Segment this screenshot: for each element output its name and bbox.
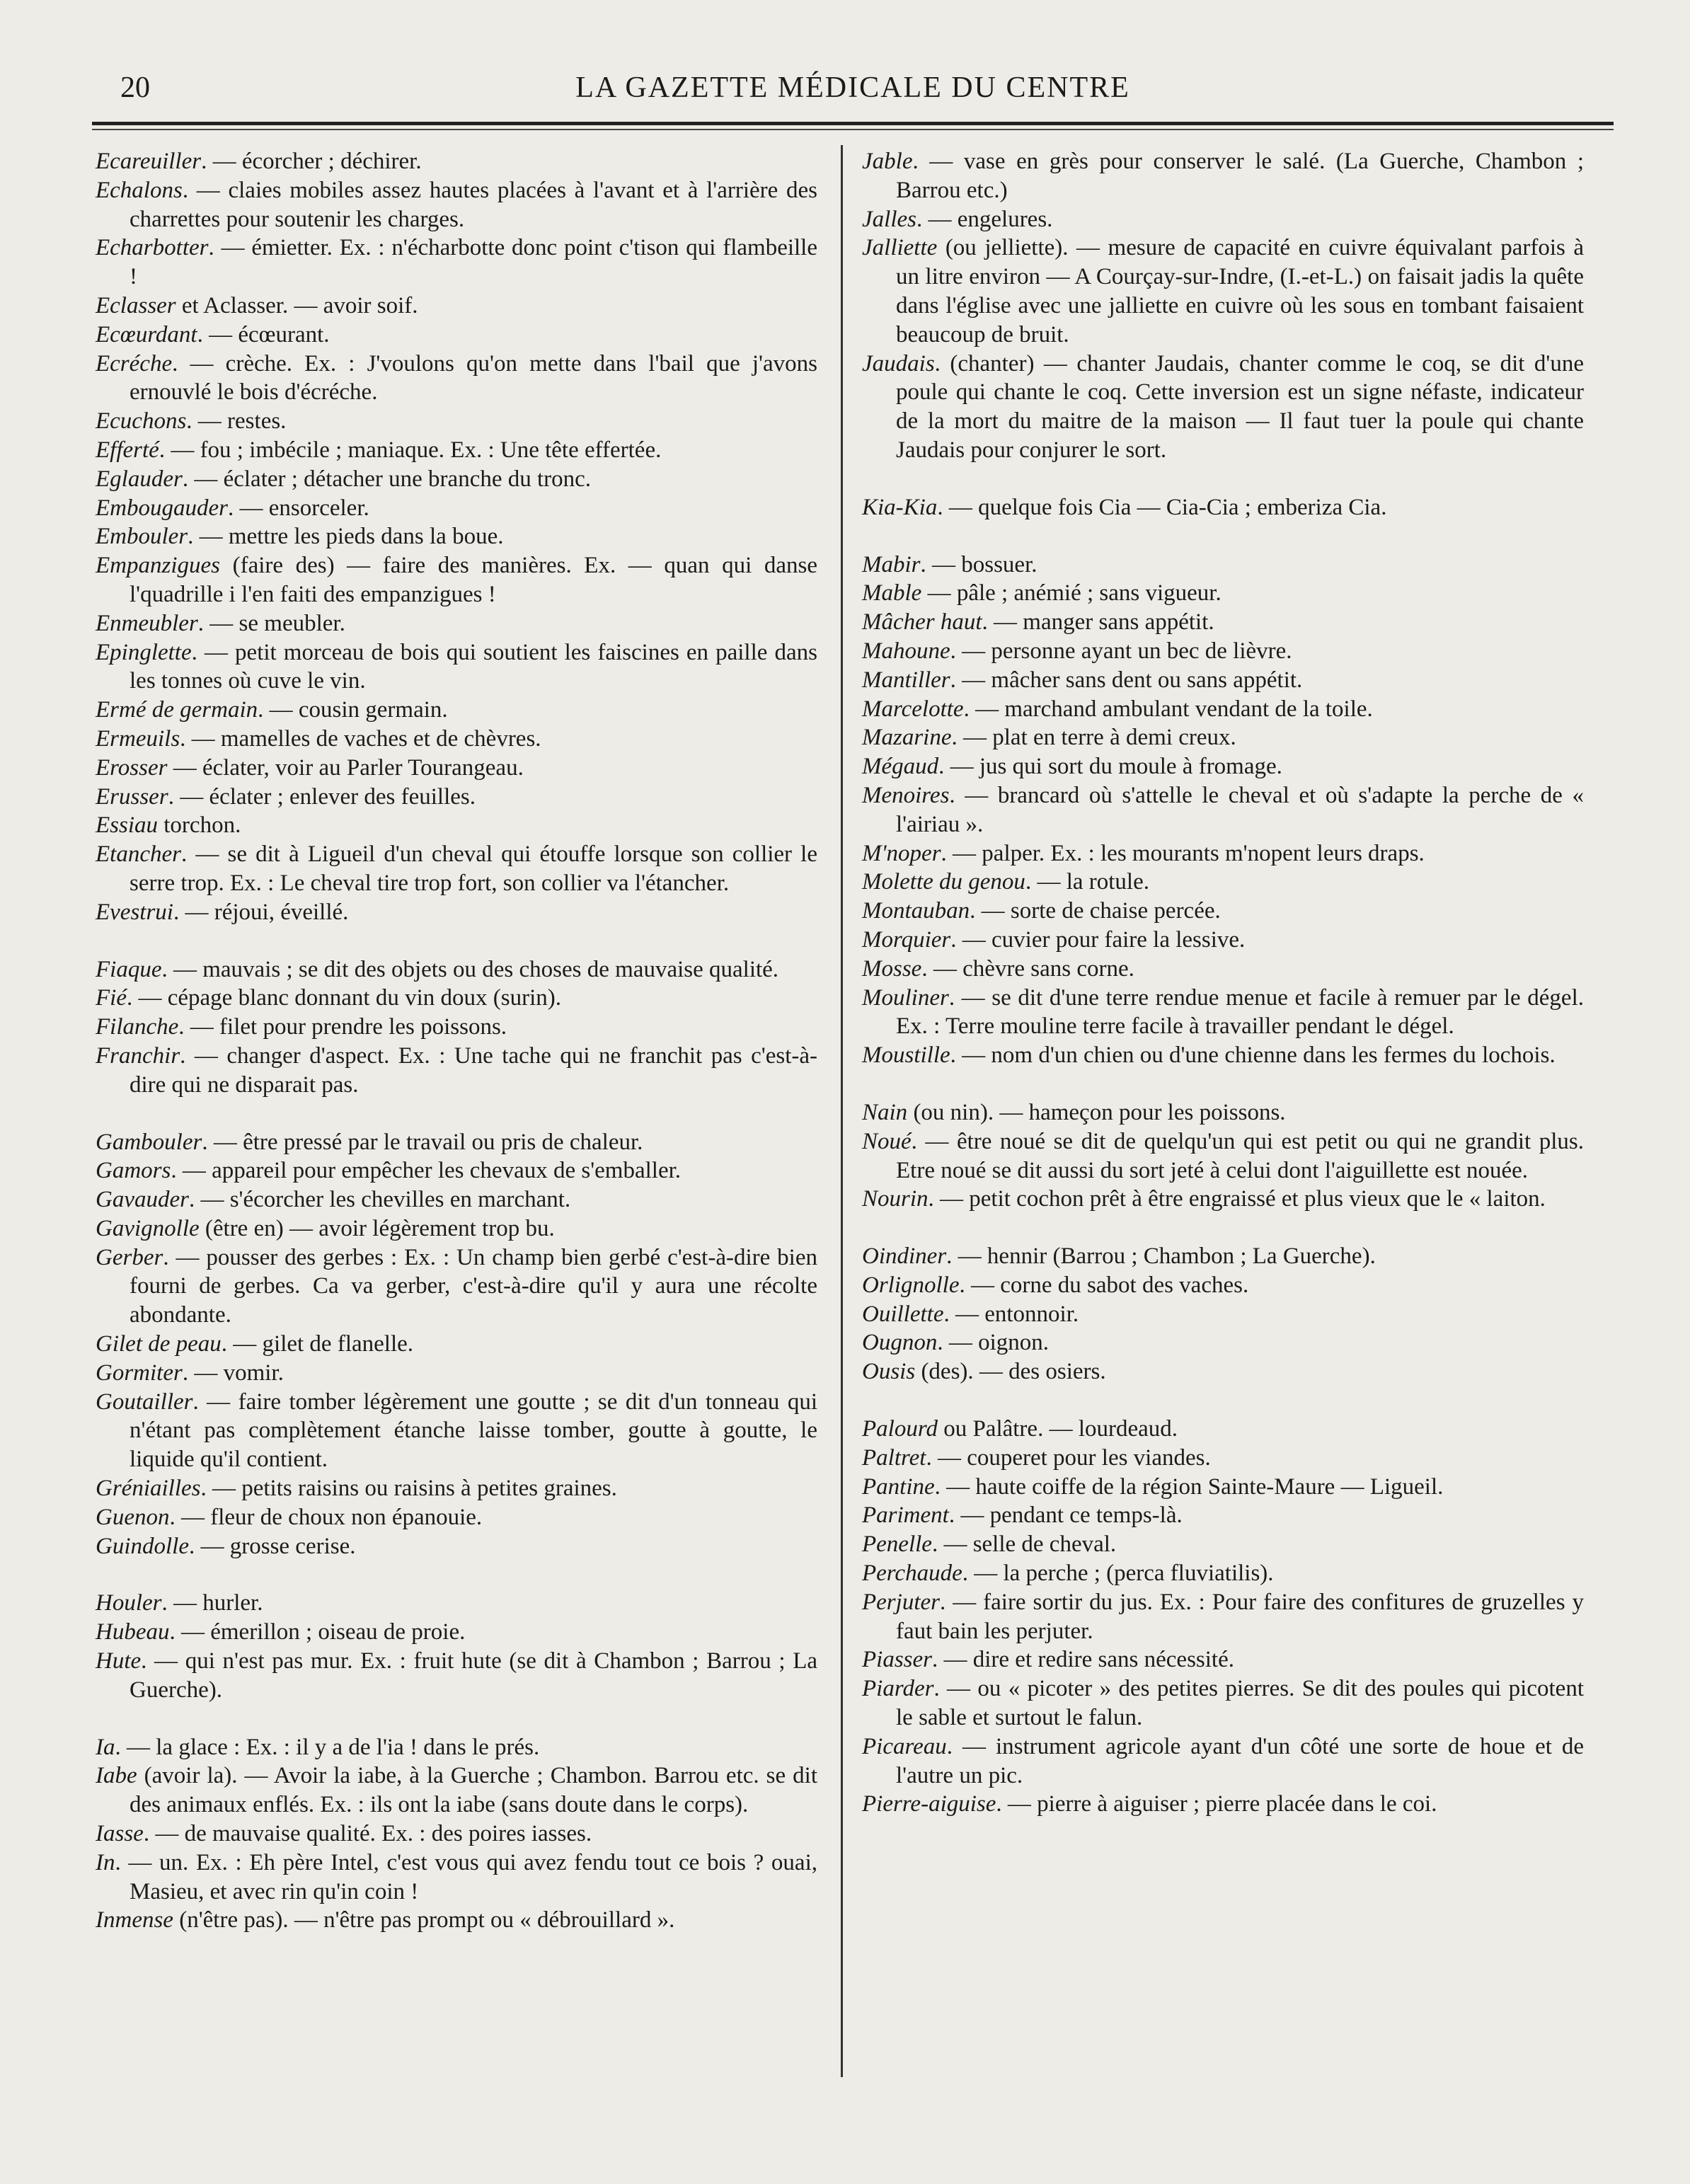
entry-term: Mahoune <box>862 638 950 664</box>
dictionary-entry <box>862 1732 1584 1791</box>
entry-term: Erusser <box>96 783 168 810</box>
dictionary-entry <box>96 696 817 725</box>
header-rule-thin <box>92 129 1614 130</box>
entry-term: Mouliner <box>862 984 949 1011</box>
dictionary-entry <box>96 1618 817 1647</box>
entry-definition: . — personne ayant un bec de lièvre. <box>950 638 1292 664</box>
dictionary-entry <box>96 1647 817 1705</box>
entry-term: Echalons <box>96 177 183 203</box>
entry-term: Pierre-aiguise <box>862 1791 996 1817</box>
dictionary-entry <box>862 752 1584 781</box>
entry-term: Ousis <box>862 1359 916 1385</box>
dictionary-entry <box>862 493 1584 522</box>
entry-definition: . — un. Ex. : Eh père Intel, c'est vous qui avez fendu tout ce bois ? ouai, Masieu, et avec rin qu'in coin ! <box>115 1849 817 1904</box>
entry-definition: . — écœurant. <box>197 321 330 347</box>
entry-definition: . — s'écorcher les chevilles en marchant. <box>188 1187 571 1213</box>
entry-term: Evestrui <box>96 899 173 925</box>
entry-definition: . — écorcher ; déchirer. <box>201 149 422 174</box>
entry-term: Mantiller <box>862 667 950 693</box>
entry-term: Morquier <box>862 926 951 953</box>
entry-definition: . — restes. <box>186 408 287 435</box>
dictionary-entry <box>862 147 1584 205</box>
entry-term: Gréniailles <box>96 1476 201 1502</box>
entry-term: Gavauder <box>96 1187 189 1213</box>
dictionary-entry <box>862 1185 1584 1214</box>
entry-definition: . — réjoui, éveillé. <box>173 899 349 925</box>
entry-definition: . — corne du sabot des vaches. <box>959 1272 1249 1298</box>
entry-definition: et Aclasser. — avoir soif. <box>176 292 418 318</box>
entry-term: Moustille <box>862 1042 950 1069</box>
section-gap <box>96 927 817 955</box>
entry-term: Oindiner <box>862 1243 947 1270</box>
dictionary-entry <box>862 1098 1584 1127</box>
entry-definition: . — cousin germain. <box>258 697 448 723</box>
page-header <box>99 71 1606 113</box>
entry-definition: . — ensorceler. <box>227 495 369 521</box>
entry-term: Eclasser <box>96 292 176 318</box>
entry-definition: . — marchand ambulant vendant de la toile. <box>963 696 1373 722</box>
dictionary-entry <box>862 666 1584 695</box>
dictionary-entry <box>96 984 817 1013</box>
dictionary-entry <box>96 1532 817 1561</box>
entry-definition: . — hennir (Barrou ; Chambon ; La Guerche). <box>946 1243 1376 1270</box>
dictionary-entry <box>862 1300 1584 1329</box>
entry-definition: . — manger sans appétit. <box>982 609 1214 636</box>
entry-definition: . — plat en terre à demi creux. <box>951 725 1236 751</box>
entry-definition: (faire des) — faire des manières. Ex. — quan qui danse l'quadrille i l'en faiti des empanzigues ! <box>130 553 817 607</box>
dictionary-entry <box>96 1330 817 1359</box>
entry-definition: . — oignon. <box>937 1330 1050 1356</box>
dictionary-entry <box>862 1674 1584 1732</box>
entry-term: Ermé de germain <box>96 697 258 723</box>
dictionary-entry <box>96 234 817 292</box>
dictionary-entry <box>862 868 1584 897</box>
entry-term: Filanche <box>96 1014 179 1040</box>
dictionary-entry <box>862 723 1584 752</box>
entry-term: Erosser <box>96 754 168 781</box>
dictionary-entry <box>96 1589 817 1618</box>
entry-term: Mâcher haut <box>862 609 982 636</box>
entry-term: Mégaud <box>862 754 939 780</box>
entry-definition: . — mamelles de vaches et de chèvres. <box>180 725 541 752</box>
entry-definition: (ou jelliette). — mesure de capacité en cuivre équivalant parfois à un litre environ — A Courçay-sur-Indre, (I.-et-L.) on faisait jadis la quête dans l'église avec une jalliette en cuivre où les sous en tombant faisaient beaucoup de bruit. <box>896 235 1584 347</box>
entry-term: Ecareuiller <box>96 149 202 174</box>
entry-definition: (n'être pas). — n'être pas prompt ou « débrouillard ». <box>173 1907 675 1933</box>
left-column <box>96 147 817 1935</box>
header-rule-thick <box>92 122 1614 125</box>
entry-definition: . — quelque fois Cia — Cia-Cia ; emberiza Cia. <box>937 494 1387 520</box>
dictionary-entry <box>96 1243 817 1330</box>
entry-definition: ou Palâtre. — lourdeaud. <box>937 1416 1178 1442</box>
entry-definition: . — éclater ; détacher une branche du tronc. <box>182 466 592 492</box>
entry-term: Gilet de peau <box>96 1331 222 1357</box>
entry-term: Penelle <box>862 1531 932 1558</box>
entry-term: Perjuter <box>862 1589 940 1615</box>
entry-definition: . — grosse cerise. <box>188 1533 356 1559</box>
dictionary-entry <box>96 350 817 408</box>
entry-term: Epinglette <box>96 639 192 665</box>
dictionary-entry <box>96 1013 817 1042</box>
entry-definition: . — se meubler. <box>197 610 345 636</box>
entry-definition: . — petit cochon prêt à être engraissé et plus vieux que le « laiton. <box>928 1186 1546 1212</box>
entry-definition: . — pousser des gerbes : Ex. : Un champ bien gerbé c'est-à-dire bien fourni de gerbes. Ca va gerber, c'est-à-dire qu'il y aura une récolte abondante. <box>130 1244 817 1328</box>
entry-definition: . — hurler. <box>161 1590 263 1616</box>
dictionary-entry <box>862 1444 1584 1473</box>
entry-term: Ecœurdant <box>96 321 197 347</box>
section-gap <box>862 1386 1584 1415</box>
entry-term: Palourd <box>862 1416 938 1442</box>
entry-definition: . — fou ; imbécile ; maniaque. Ex. : Une tête effertée. <box>159 437 662 463</box>
entry-term: Ecuchons <box>96 408 187 435</box>
entry-term: Fiaque <box>96 956 162 982</box>
dictionary-entry <box>862 926 1584 955</box>
entry-term: Ermeuils <box>96 725 180 752</box>
dictionary-entry <box>96 725 817 754</box>
section-gap <box>862 1214 1584 1242</box>
dictionary-entry <box>96 811 817 840</box>
entry-term: Houler <box>96 1590 162 1616</box>
entry-term: Ecréche <box>96 350 173 377</box>
entry-definition: . — la perche ; (perca fluviatilis). <box>962 1561 1274 1587</box>
dictionary-entry <box>862 637 1584 666</box>
entry-term: Gormiter <box>96 1360 183 1386</box>
entry-definition: . — palper. Ex. : les mourants m'nopent leurs draps. <box>941 840 1425 866</box>
dictionary-entry <box>96 1733 817 1762</box>
dictionary-entry <box>96 465 817 494</box>
dictionary-entry <box>862 984 1584 1042</box>
entry-definition: (des). — des osiers. <box>915 1359 1106 1385</box>
dictionary-entry <box>96 1849 817 1907</box>
dictionary-entry <box>96 436 817 465</box>
entry-definition: . — mâcher sans dent ou sans appétit. <box>950 667 1303 693</box>
dictionary-entry <box>96 1820 817 1849</box>
dictionary-entry <box>96 1906 817 1935</box>
dictionary-entry <box>96 176 817 234</box>
entry-term: Nourin <box>862 1186 929 1212</box>
dictionary-entry <box>862 1530 1584 1559</box>
dictionary-entry <box>862 1588 1584 1646</box>
entry-term: Inmense <box>96 1907 173 1933</box>
dictionary-entry <box>862 1790 1584 1819</box>
entry-definition: . — émietter. Ex. : n'écharbotte donc point c'tison qui flambeille ! <box>130 235 817 290</box>
entry-term: Pantine <box>862 1473 935 1500</box>
entry-definition: . — se dit d'une terre rendue menue et facile à remuer par le dégel. Ex. : Terre mouline terre facile à travailler pendant le dégel. <box>896 984 1584 1040</box>
entry-definition: . — pendant ce temps-là. <box>948 1502 1183 1529</box>
dictionary-entry <box>862 1271 1584 1300</box>
entry-term: Goutailler <box>96 1389 193 1415</box>
entry-term: Mazarine <box>862 725 952 751</box>
entry-term: Piasser <box>862 1647 932 1673</box>
dictionary-entry <box>862 350 1584 465</box>
column-divider <box>841 145 843 2077</box>
entry-definition: . — engelures. <box>916 206 1053 232</box>
entry-definition: . — chèvre sans corne. <box>921 955 1134 982</box>
entry-definition: . — cuvier pour faire la lessive. <box>950 926 1246 953</box>
entry-definition: . — changer d'aspect. Ex. : Une tache qui ne franchit pas c'est-à-dire qui ne disparait pas. <box>130 1042 817 1098</box>
entry-definition: . — vomir. <box>182 1360 284 1386</box>
entry-definition: . — instrument agricole ayant d'un côté une sorte de houe et de l'autre un pic. <box>896 1733 1584 1788</box>
dictionary-entry <box>96 1156 817 1185</box>
entry-definition: . — faire tomber légèrement une goutte ; se dit d'un tonneau qui n'étant pas complètement étanche laisse tomber, goutte à goutte, le liquide qu'il contient. <box>130 1389 817 1473</box>
entry-definition: . — la rotule. <box>1025 869 1149 895</box>
dictionary-entry <box>96 494 817 523</box>
dictionary-entry <box>96 1214 817 1243</box>
entry-definition: . — couperet pour les viandes. <box>926 1444 1211 1471</box>
dictionary-entry <box>862 1645 1584 1674</box>
entry-definition: . — vase en grès pour conserver le salé. (La Guerche, Chambon ; Barrou etc.) <box>896 149 1584 203</box>
section-gap <box>862 465 1584 493</box>
entry-term: Mabir <box>862 551 921 577</box>
entry-definition: . — filet pour prendre les poissons. <box>178 1014 507 1040</box>
entry-term: Echarbotter <box>96 235 209 261</box>
entry-definition: . — être pressé par le travail ou pris de chaleur. <box>202 1129 643 1155</box>
dictionary-entry <box>96 1042 817 1100</box>
dictionary-entry <box>96 1474 817 1503</box>
entry-definition: (ou nin). — hameçon pour les poissons. <box>907 1099 1286 1125</box>
entry-term: Guindolle <box>96 1533 189 1559</box>
dictionary-entry <box>96 783 817 812</box>
dictionary-entry <box>862 579 1584 608</box>
entry-definition: torchon. <box>158 812 241 839</box>
entry-term: Empanzigues <box>96 553 220 579</box>
entry-definition: . — jus qui sort du moule à fromage. <box>938 754 1282 780</box>
dictionary-entry <box>862 551 1584 580</box>
section-gap <box>96 1100 817 1128</box>
entry-term: Menoires <box>862 782 950 808</box>
entry-definition: . — petits raisins ou raisins à petites graines. <box>200 1476 617 1502</box>
entry-definition: . (chanter) — chanter Jaudais, chanter comme le coq, se dit d'une poule qui chante le coq. Cette inversion est un signe néfaste, indicateur de la mort du maitre de la maison — Il faut tuer la poule qui chante Jaudais pour conjurer le sort. <box>896 350 1584 463</box>
entry-term: Hubeau <box>96 1619 170 1645</box>
entry-definition: . — se dit à Ligueil d'un cheval qui étouffe lorsque son collier le serre trop. Ex. : Le cheval tire trop fort, son collier va l'étancher. <box>130 841 817 896</box>
entry-term: Perchaude <box>862 1561 962 1587</box>
dictionary-entry <box>96 1185 817 1214</box>
entry-definition: . — petit morceau de bois qui soutient les faiscines en paille dans les tonnes où cuve le vin. <box>130 639 817 694</box>
dictionary-entry <box>862 695 1584 724</box>
dictionary-entry <box>96 898 817 927</box>
dictionary-entry <box>862 1473 1584 1502</box>
entry-term: Iasse <box>96 1821 144 1847</box>
entry-definition: . — sorte de chaise percée. <box>970 898 1221 924</box>
dictionary-entry <box>862 1242 1584 1271</box>
dictionary-entry <box>96 147 817 176</box>
dictionary-entry <box>862 781 1584 839</box>
entry-term: Gavignolle <box>96 1215 200 1241</box>
entry-term: Marcelotte <box>862 696 964 722</box>
entry-term: Essiau <box>96 812 159 839</box>
entry-definition: . — mauvais ; se dit des objets ou des choses de mauvaise qualité. <box>161 956 779 982</box>
entry-term: Jalles <box>862 206 916 232</box>
entry-term: In <box>96 1849 115 1875</box>
entry-term: Gamors <box>96 1158 171 1184</box>
entry-term: Embougauder <box>96 495 228 521</box>
entry-definition: . — émerillon ; oiseau de proie. <box>169 1619 466 1645</box>
dictionary-entry <box>96 638 817 696</box>
dictionary-entry <box>96 522 817 551</box>
entry-term: Montauban <box>862 898 970 924</box>
dictionary-entry <box>96 321 817 350</box>
entry-term: Gerber <box>96 1244 163 1270</box>
entry-term: Paltret <box>862 1444 926 1471</box>
entry-term: Ia <box>96 1734 115 1760</box>
entry-definition: . — cépage blanc donnant du vin doux (surin). <box>126 985 561 1011</box>
dictionary-entry <box>862 897 1584 926</box>
entry-definition: . — qui n'est pas mur. Ex. : fruit hute (se dit à Chambon ; Barrou ; La Guerche). <box>130 1648 817 1703</box>
dictionary-entry <box>862 1501 1584 1530</box>
dictionary-entry <box>862 1357 1584 1386</box>
entry-term: Efferté <box>96 437 159 463</box>
dictionary-entry <box>96 840 817 898</box>
entry-definition: . — appareil pour empêcher les chevaux de s'emballer. <box>171 1158 682 1184</box>
entry-definition: (avoir la). — Avoir la iabe, à la Guerche ; Chambon. Barrou etc. se dit des animaux enflés. Ex. : ils ont la iabe (sans doute dans le corps). <box>130 1763 817 1818</box>
entry-definition: . — faire sortir du jus. Ex. : Pour faire des confitures de gruzelles y faut bain les perjuter. <box>896 1589 1584 1644</box>
dictionary-entry <box>862 608 1584 637</box>
entry-definition: . — être noué se dit de quelqu'un qui est petit ou qui ne grandit plus. Etre noué se dit aussi du sort jeté à celui dont l'aiguillette est nouée. <box>896 1128 1584 1183</box>
dictionary-entry <box>96 1761 817 1820</box>
page-number: 20 <box>120 71 150 104</box>
entry-term: Mosse <box>862 955 922 982</box>
entry-definition: . — selle de cheval. <box>931 1531 1117 1558</box>
entry-term: Eglauder <box>96 466 183 492</box>
entry-definition: . — éclater ; enlever des feuilles. <box>168 783 476 810</box>
entry-definition: . — claies mobiles assez hautes placées à l'avant et à l'arrière des charrettes pour soutenir les charges. <box>130 177 817 232</box>
section-gap <box>862 1070 1584 1098</box>
entry-term: Jalliette <box>862 235 938 261</box>
entry-definition: . — nom d'un chien ou d'une chienne dans les fermes du lochois. <box>950 1042 1556 1069</box>
entry-term: Jable <box>862 149 913 174</box>
entry-definition: . — brancard où s'attelle le cheval et où s'adapte la perche de « l'airiau ». <box>896 782 1584 837</box>
entry-definition: . — mettre les pieds dans la boue. <box>188 524 504 550</box>
section-gap <box>862 522 1584 551</box>
entry-term: Ougnon <box>862 1330 938 1356</box>
section-gap <box>96 1705 817 1733</box>
dictionary-entry <box>96 609 817 638</box>
entry-term: Embouler <box>96 524 188 550</box>
entry-term: Hute <box>96 1648 142 1674</box>
entry-term: Etancher <box>96 841 181 868</box>
dictionary-entry <box>862 955 1584 984</box>
entry-term: Ouillette <box>862 1301 944 1327</box>
entry-term: Gambouler <box>96 1129 202 1155</box>
entry-term: Kia-Kia <box>862 494 938 520</box>
dictionary-entry <box>96 292 817 321</box>
section-gap <box>96 1561 817 1589</box>
entry-definition: — pâle ; anémié ; sans vigueur. <box>921 580 1221 607</box>
entry-term: Jaudais <box>862 350 935 377</box>
right-column <box>862 147 1584 1819</box>
running-title: LA GAZETTE MÉDICALE DU CENTRE <box>575 71 1130 104</box>
entry-definition: . — entonnoir. <box>943 1301 1079 1327</box>
dictionary-entry <box>96 1359 817 1388</box>
dictionary-entry <box>96 1128 817 1157</box>
entry-term: Molette du genou <box>862 869 1025 895</box>
entry-term: Guenon <box>96 1504 170 1530</box>
dictionary-entry <box>862 1415 1584 1444</box>
dictionary-entry <box>96 551 817 609</box>
entry-term: Iabe <box>96 1763 137 1789</box>
dictionary-entry <box>862 1328 1584 1357</box>
entry-term: Noué <box>862 1128 912 1154</box>
entry-definition: (être en) — avoir légèrement trop bu. <box>199 1215 555 1241</box>
entry-definition: — éclater, voir au Parler Tourangeau. <box>167 754 524 781</box>
dictionary-entry <box>96 754 817 783</box>
entry-definition: . — haute coiffe de la région Sainte-Maure — Ligueil. <box>934 1473 1444 1500</box>
dictionary-entry <box>862 1559 1584 1588</box>
entry-term: Franchir <box>96 1042 180 1069</box>
entry-term: Nain <box>862 1099 908 1125</box>
entry-definition: . — gilet de flanelle. <box>221 1331 414 1357</box>
entry-term: Picareau <box>862 1733 947 1759</box>
entry-definition: . — dire et redire sans nécessité. <box>932 1647 1235 1673</box>
entry-definition: . — bossuer. <box>920 551 1037 577</box>
entry-term: Fié <box>96 985 127 1011</box>
entry-term: Orlignolle <box>862 1272 960 1298</box>
entry-definition: . — fleur de choux non épanouie. <box>169 1504 483 1530</box>
entry-definition: . — de mauvaise qualité. Ex. : des poires iasses. <box>143 1821 592 1847</box>
entry-term: Pariment <box>862 1502 949 1529</box>
dictionary-entry <box>96 955 817 984</box>
dictionary-entry <box>862 234 1584 349</box>
entry-term: Enmeubler <box>96 610 198 636</box>
entry-definition: . — ou « picoter » des petites pierres. Se dit des poules qui picotent le sable et surtout le falun. <box>896 1676 1584 1731</box>
dictionary-entry <box>96 1503 817 1532</box>
entry-term: Piarder <box>862 1676 934 1702</box>
dictionary-entry <box>862 839 1584 868</box>
entry-definition: . — crèche. Ex. : J'voulons qu'on mette dans l'bail que j'avons ernouvlé le bois d'écréche. <box>130 350 817 406</box>
dictionary-entry <box>862 205 1584 234</box>
entry-definition: . — pierre à aiguiser ; pierre placée dans le coi. <box>996 1791 1437 1817</box>
dictionary-entry <box>862 1041 1584 1070</box>
dictionary-entry <box>862 1127 1584 1185</box>
entry-definition: . — la glace : Ex. : il y a de l'ia ! dans le prés. <box>115 1734 540 1760</box>
entry-term: Mable <box>862 580 922 607</box>
entry-term: M'noper <box>862 840 941 866</box>
dictionary-entry <box>96 1388 817 1474</box>
dictionary-entry <box>96 407 817 436</box>
